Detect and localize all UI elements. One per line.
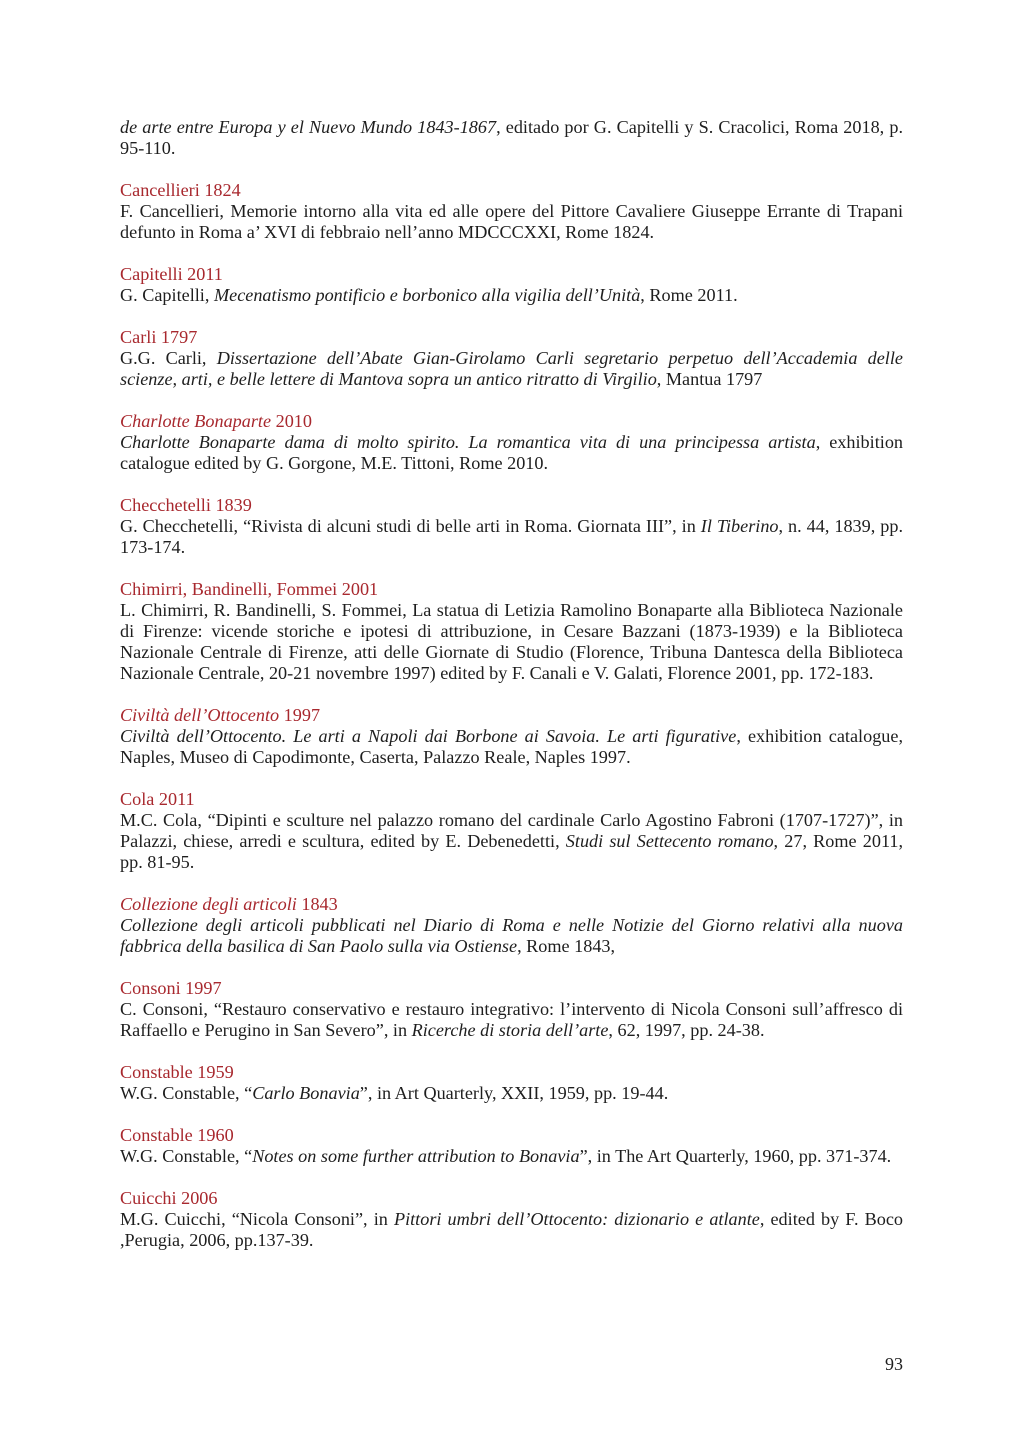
italic-text-run: Collezione degli articoli (120, 894, 297, 914)
bibliography-entry (120, 789, 903, 873)
text-run: , 62, 1997, pp. 24-38. (608, 1020, 765, 1040)
entry-citation (120, 726, 903, 768)
entry-citation (120, 432, 903, 474)
bibliography-list (120, 180, 903, 1251)
entry-short-title (120, 705, 903, 726)
entry-citation (120, 999, 903, 1041)
entry-citation (120, 810, 903, 873)
entry-short-title (120, 180, 903, 201)
entry-citation (120, 348, 903, 390)
text-run: L. Chimirri, R. Bandinelli, S. Fommei, La statua di Letizia Ramolino Bonaparte alla Biblioteca Nazionale di Firenze: vicende storiche e ipotesi di attribuzione, in Cesare Bazzani (1873-1939) e la Biblioteca Nazionale Centrale di Firenze, atti delle Giornate di Studio (Florence, Tribuna Dantesca della Biblioteca Nazionale Centrale, 20-21 novembre 1997) edited by F. Canali e V. Galati, Florence 2001, pp. 172-183. (120, 600, 903, 683)
bibliography-entry (120, 411, 903, 474)
text-run: , exhibition catalogue, Naples, Museo di Capodimonte, Caserta, Palazzo Reale, Naples 1997. (120, 726, 904, 767)
text-run: Cuicchi 2006 (120, 1188, 218, 1208)
bibliography-entry (120, 180, 903, 243)
text-run: , n. 44, 1839, pp. 173-174. (120, 516, 903, 557)
text-run: Consoni 1997 (120, 978, 222, 998)
bibliography-entry (120, 327, 903, 390)
text-run: Constable 1959 (120, 1062, 234, 1082)
italic-text-run: Charlotte Bonaparte (120, 411, 272, 431)
entry-short-title (120, 327, 903, 348)
text-run: Checchetelli 1839 (120, 495, 252, 515)
bibliography-entry (120, 579, 903, 684)
text-run: Constable 1960 (120, 1125, 234, 1145)
bibliography-entry (120, 1062, 903, 1104)
italic-text-run: Collezione degli articoli pubblicati nel Diario di Roma e nelle Notizie del Giorno relativi alla nuova fabbrica della basilica di San Paolo sulla via Ostiense (120, 915, 903, 956)
bibliography-entry (120, 978, 903, 1041)
italic-text-run: Carlo Bonavia (252, 1083, 360, 1103)
entry-short-title (120, 789, 903, 810)
entry-citation (120, 285, 903, 306)
text-run: 1997 (279, 705, 321, 725)
text-run: , Rome 1843, (517, 936, 616, 956)
continued-entry-text (120, 117, 903, 159)
text-run: , exhibition catalogue edited by G. Gorgone, M.E. Tittoni, Rome 2010. (120, 432, 904, 473)
entry-citation (120, 201, 903, 243)
entry-short-title (120, 579, 903, 600)
entry-citation (120, 1146, 903, 1167)
italic-text-run: Il Tiberino (700, 516, 779, 536)
italic-text-run: Ricerche di storia dell’arte (411, 1020, 609, 1040)
entry-short-title (120, 411, 903, 432)
text-run: C. Consoni, “Restauro conservativo e restauro integrativo: l’intervento di Nicola Consoni sull’affresco di Raffaello e Perugino in San Severo”, in (120, 999, 903, 1040)
page-number: 93 (885, 1354, 903, 1374)
text-run: Cancellieri 1824 (120, 180, 241, 200)
bibliography-entry (120, 1188, 903, 1251)
entry-citation (120, 516, 903, 558)
text-run: G.G. Carli, (120, 348, 217, 368)
text-run: 1843 (296, 894, 338, 914)
text-run: Cola 2011 (120, 789, 195, 809)
bibliography-entry (120, 1125, 903, 1167)
bibliography-entry (120, 894, 903, 957)
entry-short-title (120, 264, 903, 285)
text-run: , edited by F. Boco ,Perugia, 2006, pp.137-39. (120, 1209, 903, 1250)
text-run: M.C. Cola, “Dipinti e sculture nel palazzo romano del cardinale Carlo Agostino Fabroni (1707-1727)”, in Palazzi, chiese, arredi e scultura, edited by E. Debenedetti, (120, 810, 903, 851)
text-run: , 27, Rome 2011, pp. 81-95. (120, 831, 903, 872)
text-run: , editado por G. Capitelli y S. Cracolici, Roma 2018, p. 95-110. (120, 117, 904, 158)
italic-text-run: Dissertazione dell’Abate Gian-Girolamo Carli segretario perpetuo dell’Accademia delle scienze, arti, e belle lettere di Mantova sopra un antico ritratto di Virgilio (120, 348, 903, 389)
italic-text-run: Studi sul Settecento romano (565, 831, 774, 851)
text-run: G. Capitelli, (120, 285, 214, 305)
italic-text-run: Notes on some further attribution to Bonavia (252, 1146, 580, 1166)
text-run: W.G. Constable, “ (120, 1146, 253, 1166)
text-run: F. Cancellieri, Memorie intorno alla vita ed alle opere del Pittore Cavaliere Giuseppe Errante di Trapani defunto in Roma a’ XVI di febbraio nell’anno MDCCCXXI, Rome 1824. (120, 201, 903, 242)
entry-short-title (120, 978, 903, 999)
italic-text-run: Civiltà dell’Ottocento (120, 705, 280, 725)
bibliography-entry (120, 705, 903, 768)
text-run: , Mantua 1797 (656, 369, 763, 389)
entry-citation (120, 600, 903, 684)
bibliography-page (120, 117, 903, 1272)
entry-short-title (120, 1188, 903, 1209)
bibliography-entry (120, 495, 903, 558)
text-run: ”, in Art Quarterly, XXII, 1959, pp. 19-44. (359, 1083, 669, 1103)
text-run: ”, in The Art Quarterly, 1960, pp. 371-374. (579, 1146, 892, 1166)
italic-text-run: Charlotte Bonaparte dama di molto spirito. La romantica vita di una principessa artista (120, 432, 816, 452)
entry-citation (120, 1209, 903, 1251)
text-run: G. Checchetelli, “Rivista di alcuni studi di belle arti in Roma. Giornata III”, in (120, 516, 701, 536)
entry-short-title (120, 894, 903, 915)
entry-citation (120, 1083, 903, 1104)
text-run: Chimirri, Bandinelli, Fommei 2001 (120, 579, 379, 599)
text-run: Capitelli 2011 (120, 264, 223, 284)
text-run: M.G. Cuicchi, “Nicola Consoni”, in (120, 1209, 394, 1229)
bibliography-entry (120, 264, 903, 306)
italic-text-run: Pittori umbri dell’Ottocento: dizionario e atlante (393, 1209, 760, 1229)
italic-text-run: de arte entre Europa y el Nuevo Mundo 1843-1867 (120, 117, 497, 137)
entry-citation (120, 915, 903, 957)
entry-short-title (120, 1062, 903, 1083)
entry-short-title (120, 1125, 903, 1146)
italic-text-run: Civiltà dell’Ottocento. Le arti a Napoli dai Borbone ai Savoia. Le arti figurative (120, 726, 737, 746)
text-run: W.G. Constable, “ (120, 1083, 253, 1103)
text-run: , Rome 2011. (640, 285, 738, 305)
text-run: Carli 1797 (120, 327, 198, 347)
text-run: 2010 (271, 411, 312, 431)
italic-text-run: Mecenatismo pontificio e borbonico alla vigilia dell’Unità (213, 285, 641, 305)
entry-short-title (120, 495, 903, 516)
